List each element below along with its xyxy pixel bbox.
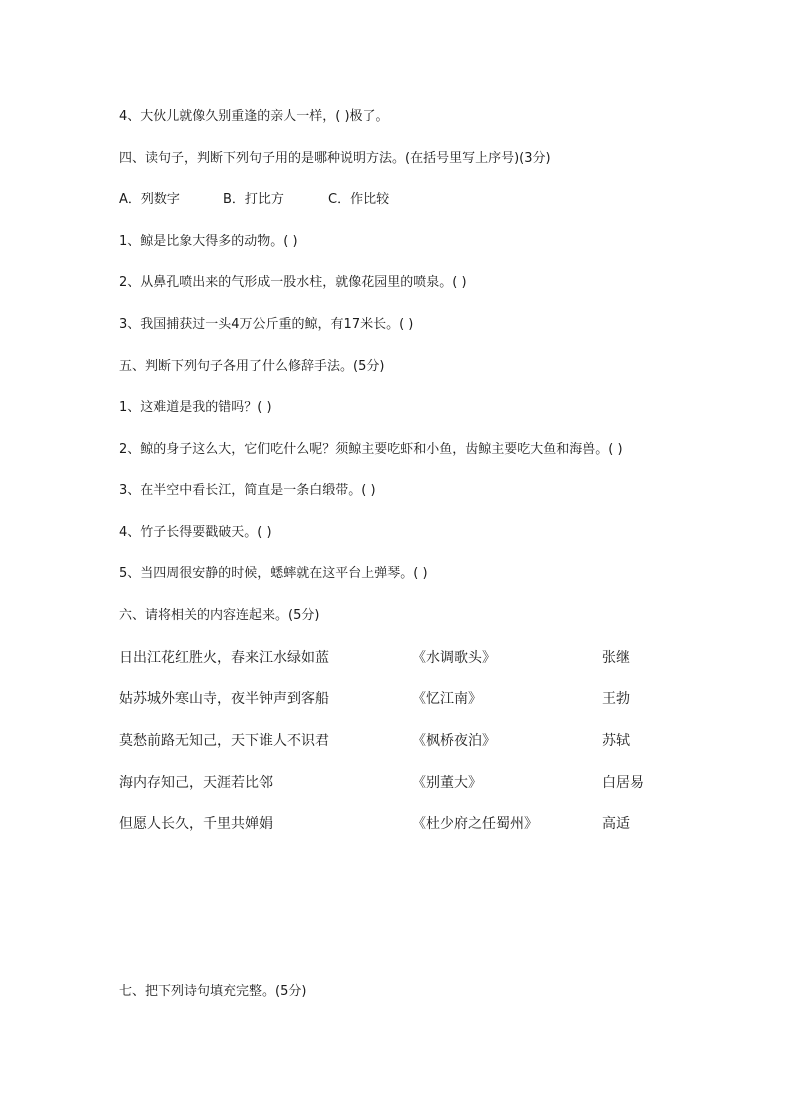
section6-title: 六、请将相关的内容连起来。(5分) bbox=[119, 608, 320, 623]
poet-name: 白居易 bbox=[602, 775, 644, 791]
option-c: C．作比较 bbox=[328, 192, 390, 207]
poem-title: 《别董大》 bbox=[412, 775, 482, 791]
poet-name: 王勃 bbox=[602, 691, 630, 707]
poem-line: 姑苏城外寒山寺，夜半钟声到客船 bbox=[119, 691, 329, 707]
section5-title: 五、判断下列句子各用了什么修辞手法。(5分) bbox=[119, 359, 385, 374]
section4-item3: 3、我国捕获过一头4万公斤重的鲸，有17米长。( ) bbox=[119, 317, 414, 332]
section5-item5: 5、当四周很安静的时候，蟋蟀就在这平台上弹琴。( ) bbox=[119, 566, 428, 581]
poem-title: 《枫桥夜泊》 bbox=[412, 733, 496, 749]
poet-name: 苏轼 bbox=[602, 733, 630, 749]
option-b: B．打比方 bbox=[223, 192, 284, 207]
section7-title: 七、把下列诗句填充完整。(5分) bbox=[119, 984, 307, 999]
poem-line: 莫愁前路无知己，天下谁人不识君 bbox=[119, 733, 329, 749]
section5-item1: 1、这难道是我的错吗？( ) bbox=[119, 400, 272, 415]
poem-line: 但愿人长久，千里共婵娟 bbox=[119, 816, 273, 832]
poet-name: 张继 bbox=[602, 650, 630, 666]
section4-item1: 1、鲸是比象大得多的动物。( ) bbox=[119, 234, 298, 249]
poet-name: 高适 bbox=[602, 816, 630, 832]
section5-item2: 2、鲸的身子这么大，它们吃什么呢？须鲸主要吃虾和小鱼，齿鲸主要吃大鱼和海兽。( ) bbox=[119, 442, 623, 457]
section4-item2: 2、从鼻孔喷出来的气形成一股水柱，就像花园里的喷泉。( ) bbox=[119, 275, 467, 290]
section5-item4: 4、竹子长得要戳破天。( ) bbox=[119, 525, 272, 540]
poem-title: 《杜少府之任蜀州》 bbox=[412, 816, 538, 832]
poem-title: 《水调歌头》 bbox=[412, 650, 496, 666]
section5-item3: 3、在半空中看长江，简直是一条白缎带。( ) bbox=[119, 483, 376, 498]
poem-line: 日出江花红胜火，春来江水绿如蓝 bbox=[119, 650, 329, 666]
option-a: A．列数字 bbox=[119, 192, 180, 207]
section4-title: 四、读句子，判断下列句子用的是哪种说明方法。(在括号里写上序号)(3分) bbox=[119, 151, 551, 166]
poem-title: 《忆江南》 bbox=[412, 691, 482, 707]
poem-line: 海内存知己，天涯若比邻 bbox=[119, 775, 273, 791]
question-q3-item4: 4、大伙儿就像久别重逢的亲人一样，( )极了。 bbox=[119, 109, 389, 124]
